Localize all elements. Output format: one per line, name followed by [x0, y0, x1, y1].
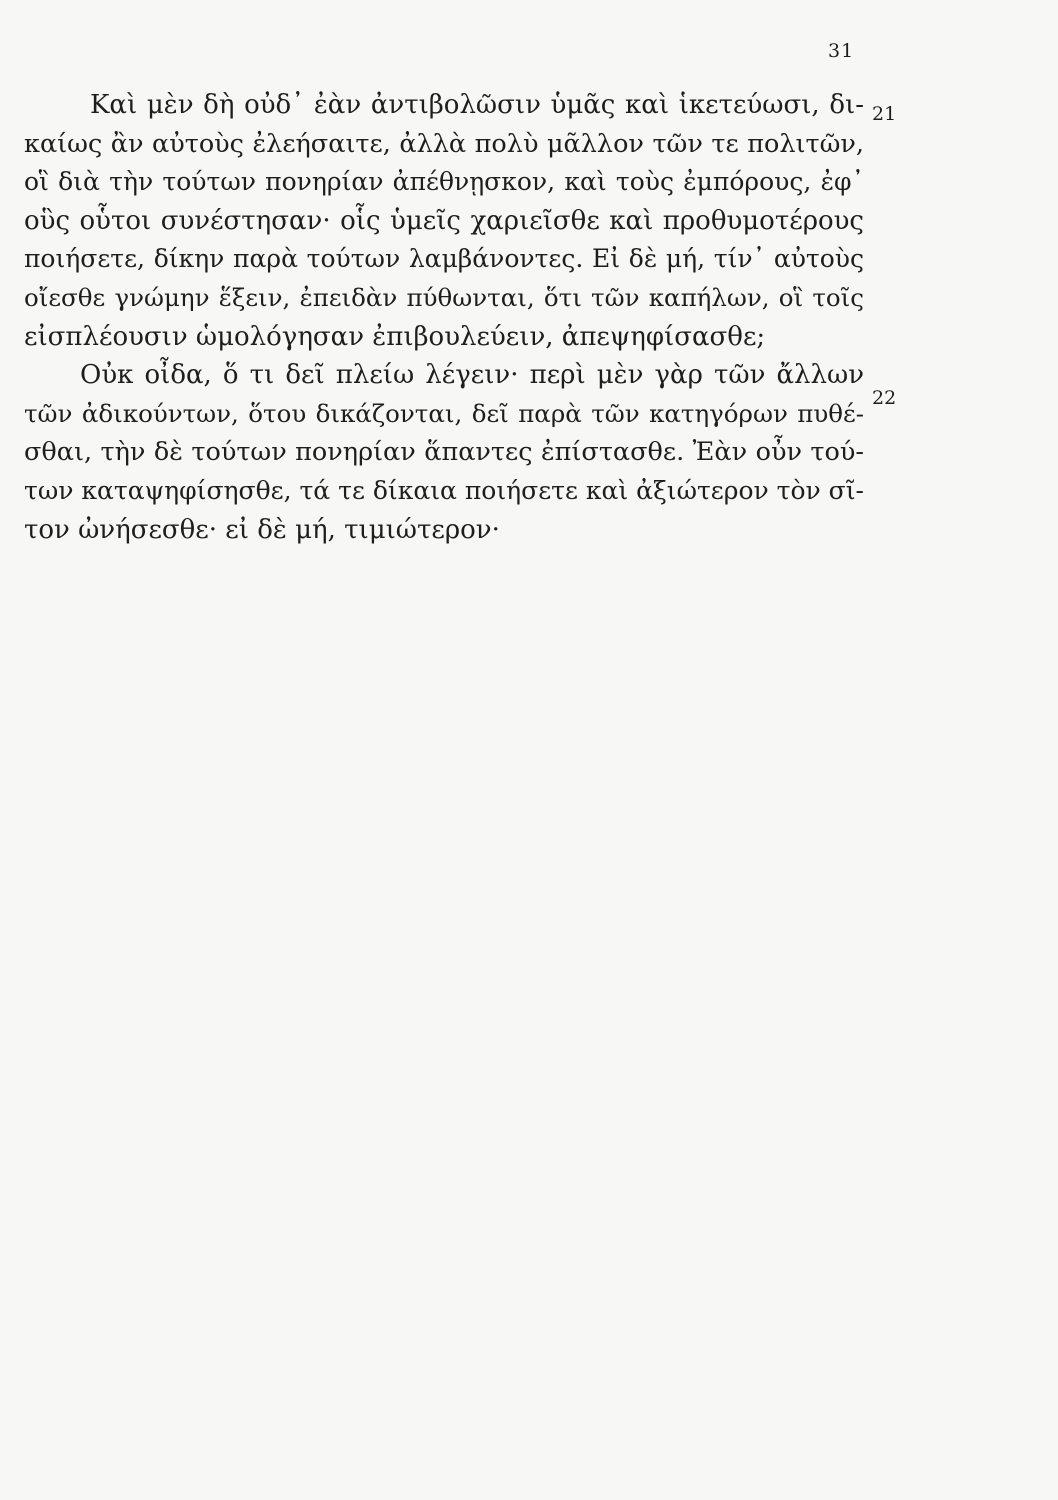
- text-line: τῶν ἀδικούντων, ὅτου δικάζονται, δεῖ παρὰ τῶν κατηγόρων πυθέ-: [24, 398, 864, 428]
- text-line: των καταψηφίσησθε, τά τε δίκαια ποιήσετε καὶ ἀξιώτερον τὸν σῖ-: [24, 475, 864, 505]
- text-line: οἳ διὰ τὴν τούτων πονηρίαν ἀπέθνῃσκον, καὶ τοὺς ἐμπόρους, ἐφ᾽: [24, 167, 864, 197]
- main-text: [24, 86, 864, 549]
- page-number: 31: [828, 40, 855, 62]
- text-line: Καὶ μὲν δὴ οὐδ᾽ ἐὰν ἀντιβολῶσιν ὑμᾶς καὶ ἱκετεύωσι, δι-: [90, 90, 864, 120]
- text-line: ποιήσετε, δίκην παρὰ τούτων λαμβάνοντες. Εἰ δὲ μή, τίν᾽ αὐτοὺς: [24, 244, 864, 274]
- text-line: οἴεσθε γνώμην ἕξειν, ἐπειδὰν πύθωνται, ὅτι τῶν καπήλων, οἳ τοῖς: [24, 282, 864, 312]
- text-line: Οὐκ οἶδα, ὅ τι δεῖ πλείω λέγειν· περὶ μὲν γὰρ τῶν ἄλλων: [80, 360, 864, 391]
- paragraph-section-22: [24, 356, 864, 549]
- text-line: οὓς οὗτοι συνέστησαν· οἷς ὑμεῖς χαριεῖσθε καὶ προθυμοτέρους: [24, 205, 864, 236]
- text-line: εἰσπλέουσιν ὡμολόγησαν ἐπιβουλεύειν, ἀπεψηφίσασθε;: [24, 321, 766, 352]
- text-line: καίως ἂν αὐτοὺς ἐλεήσαιτε, ἀλλὰ πολὺ μᾶλλον τῶν τε πολιτῶν,: [24, 128, 864, 159]
- text-line: σθαι, τὴν δὲ τούτων πονηρίαν ἅπαντες ἐπίστασθε. Ἐὰν οὖν τού-: [24, 437, 864, 468]
- section-number-21: 21: [872, 103, 897, 125]
- section-number-22: 22: [872, 387, 897, 409]
- text-line: τον ὠνήσεσθε· εἰ δὲ μή, τιμιώτερον·: [24, 514, 500, 545]
- paragraph-section-21: [24, 86, 864, 356]
